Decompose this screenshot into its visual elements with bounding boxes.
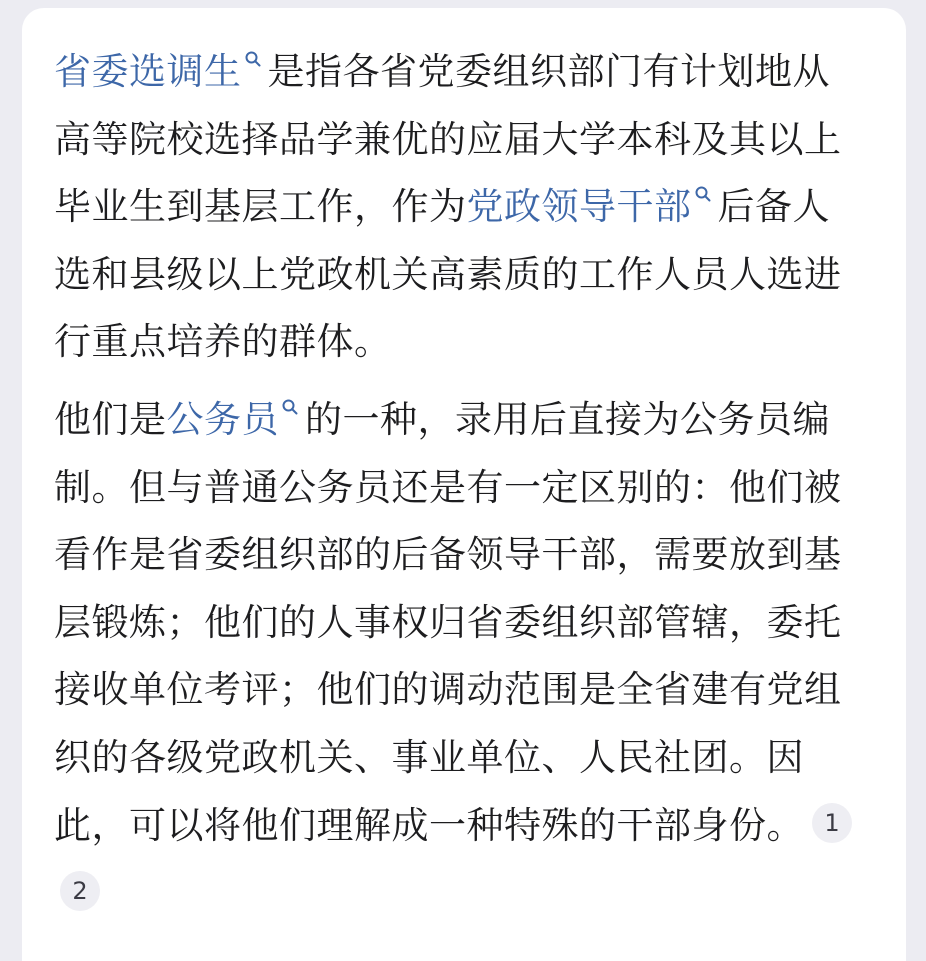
search-icon[interactable] — [281, 386, 299, 416]
answer-content — [54, 38, 854, 927]
term-link-gongwuyuan[interactable]: 公务员 — [166, 397, 279, 441]
term-link-xuandiaosheng[interactable]: 省委选调生 — [54, 50, 242, 93]
paragraph-2 — [54, 386, 854, 927]
search-icon[interactable] — [244, 38, 262, 68]
citation-badge-2[interactable]: 2 — [60, 871, 100, 911]
term-link-dangzheng-ganbu[interactable]: 党政领导干部 — [466, 185, 692, 229]
citation-badge-1[interactable]: 1 — [812, 803, 852, 843]
paragraph-2-text-a: 他们是 — [54, 397, 167, 441]
paragraph-1 — [54, 38, 854, 376]
search-icon[interactable] — [694, 173, 712, 203]
paragraph-2-text-b: 的一种，录用后直接为公务员编制。但与普通公务员还是有一定区别的：他们被看作是省委组织部的后备领导干部，需要放到基层锻炼；他们的人事权归省委组织部管辖，委托接收单位考评；他们的调动范围是全省建有党组织的各级党政机关、事业单位、人民社团。因此，可以将他们理解成一种特殊的干部身份。 — [54, 397, 842, 847]
paragraph-1-text-b: 后备人选和县级以上党政机关高素质的工作人员人选进行重点培养的群体。 — [54, 185, 842, 364]
paragraph-1-text-a: 是指各省党委组织部门有计划地从高等院校选择品学兼优的应届大学本科及其以上毕业生到基层工作，作为 — [54, 50, 842, 229]
